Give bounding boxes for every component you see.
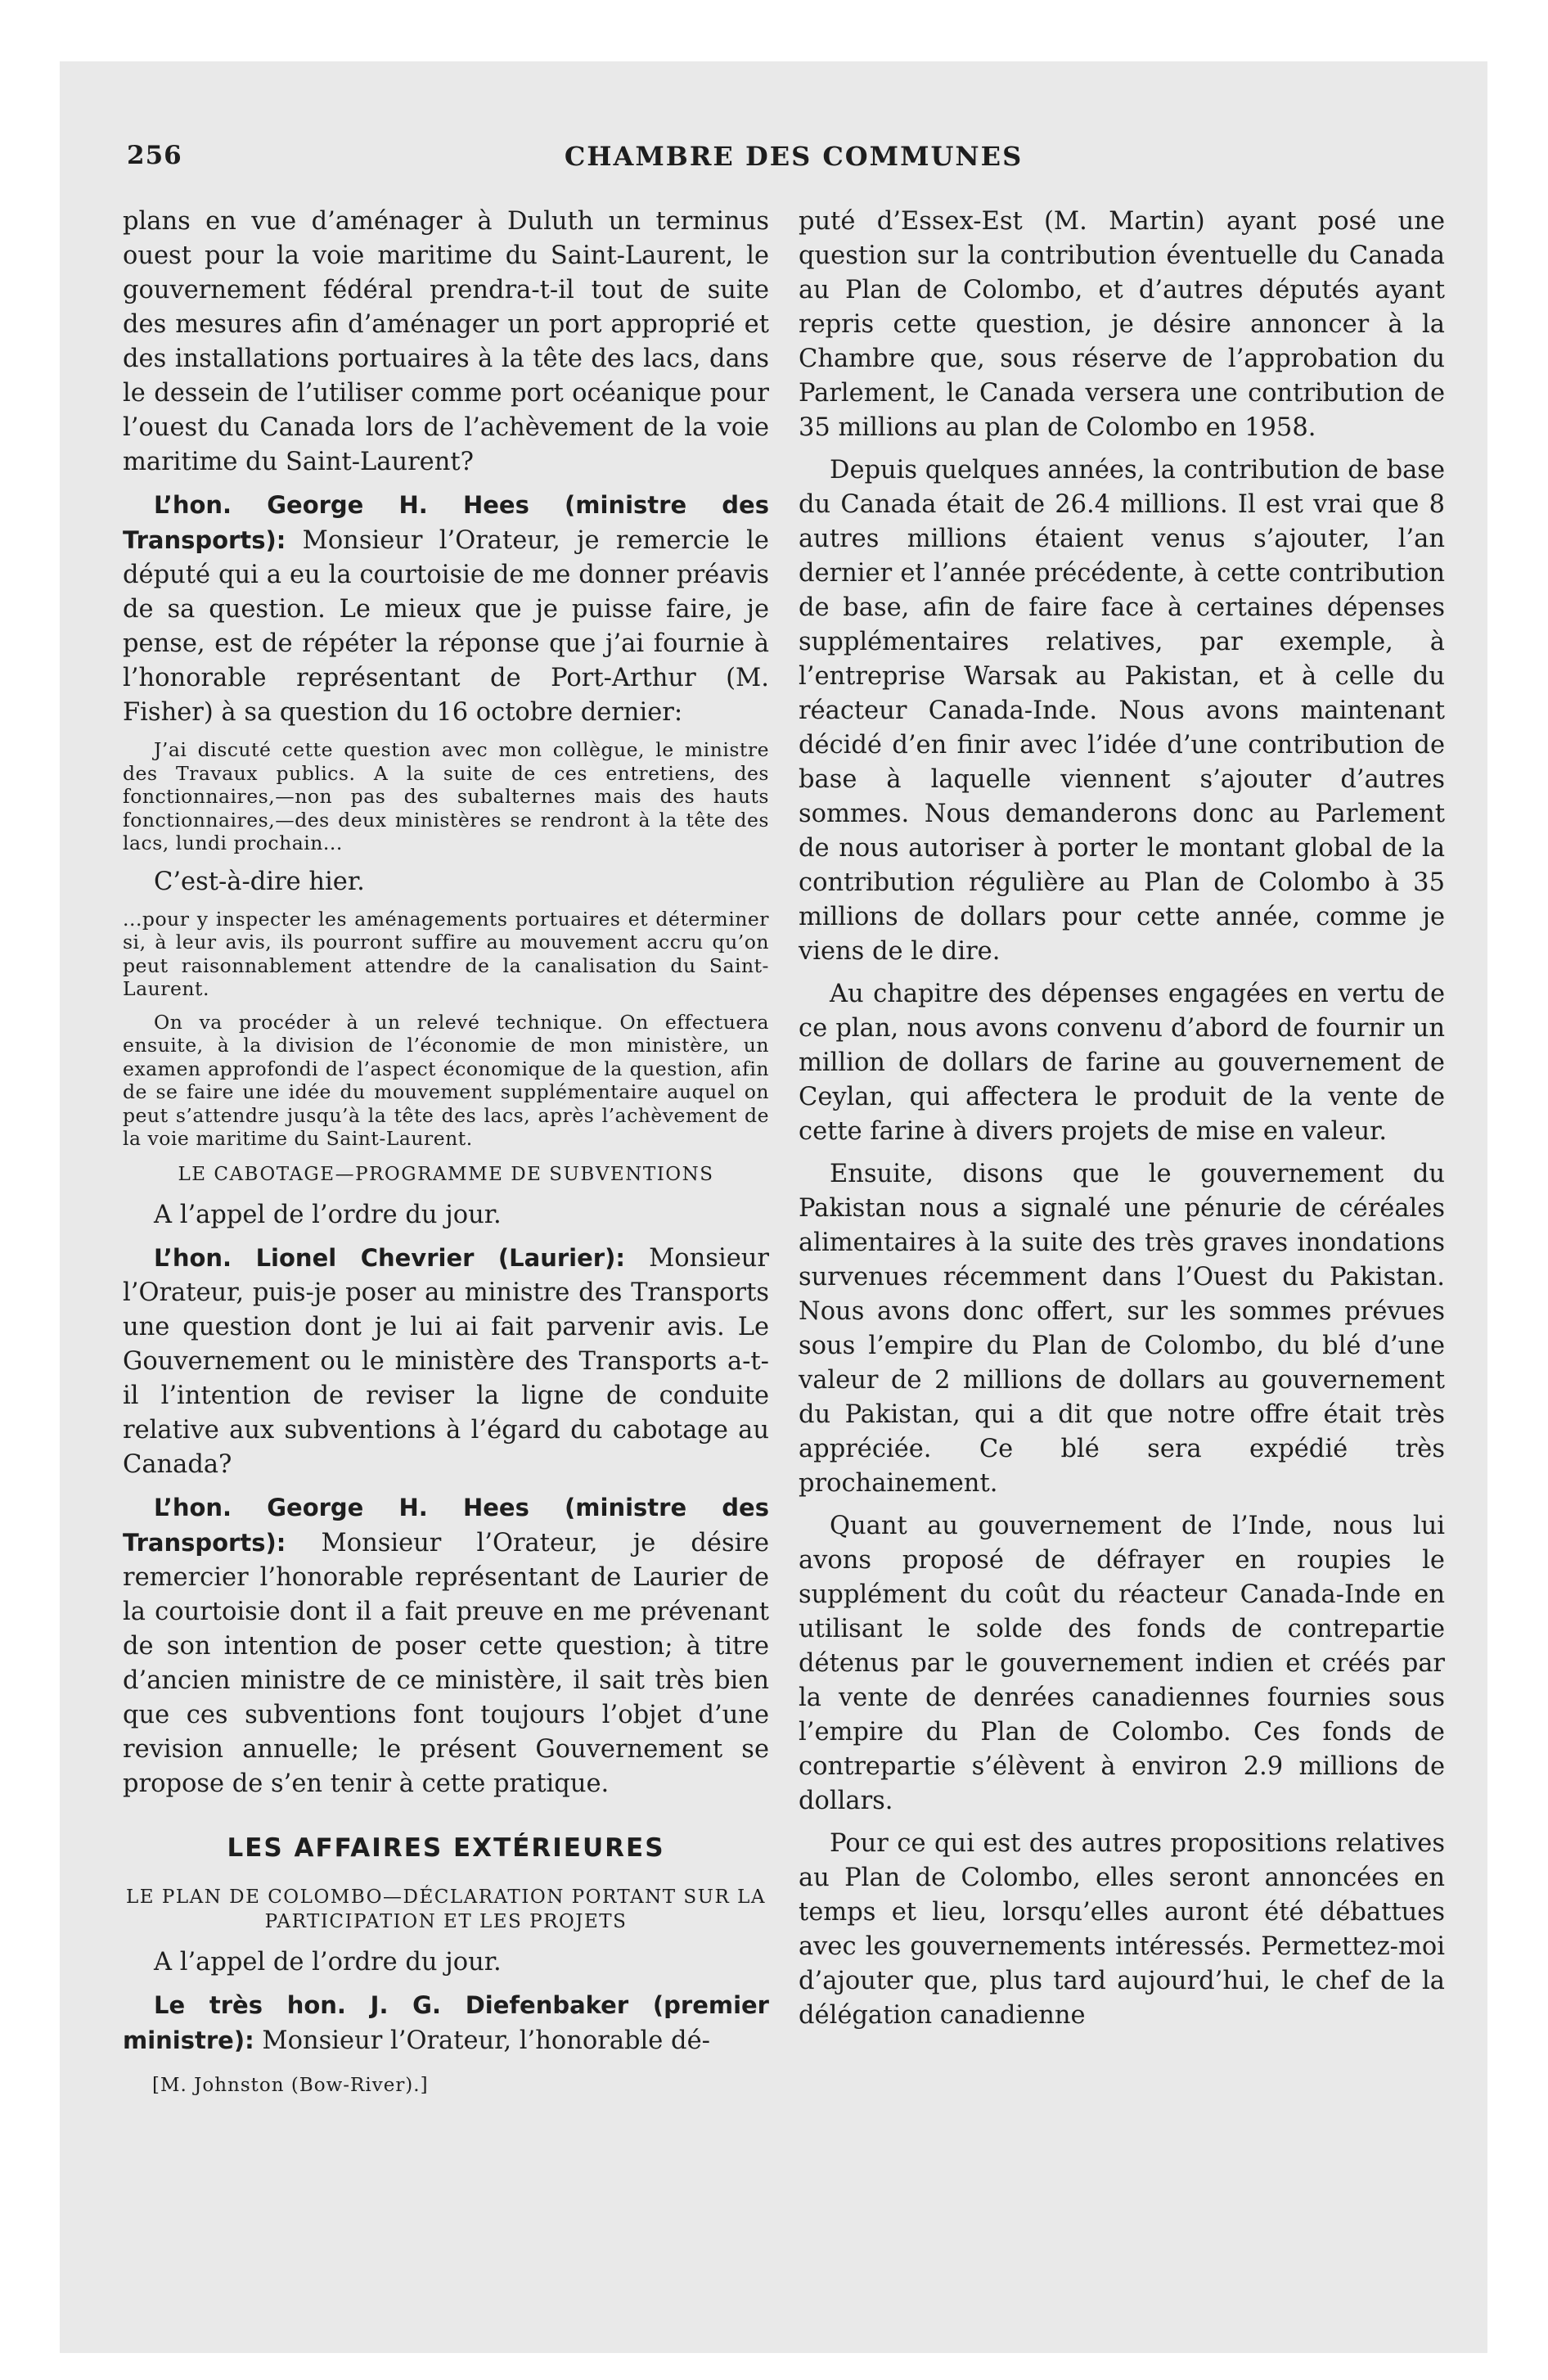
speech-paragraph [123, 1490, 769, 1801]
paragraph: Pour ce qui est des autres propositions relatives au Plan de Colombo, elles seront annoncées en temps et lieu, lorsqu’elles auront été débattues avec les gouvernements intéressés. Permettez-moi d’ajouter que, plus tard aujourd’hui, le chef de la délégation canadienne [799, 1829, 1445, 2030]
speaker-name: L’hon. George H. Hees (ministre des Transports): [123, 1493, 769, 1557]
speech-text: Monsieur l’Orateur, puis-je poser au ministre des Transports une question dont je lui ai fait parvenir avis. Le Gouvernement ou le ministère des Transports a-t-il l’intention de reviser la ligne de conduite relative aux subventions à l’égard du cabotage au Canada? [123, 1243, 769, 1479]
speech-text: Monsieur l’Orateur, je remercie le député qui a eu la courtoisie de me donner préavis de sa question. Le mieux que je puisse faire, je pense, est de répéter la réponse que j’ai fournie à l’honorable représentant de Port-Arthur (M. Fisher) à sa question du 16 octobre dernier: [123, 526, 769, 727]
speaker-name: Le très hon. J. G. Diefenbaker (premier ministre): [123, 1990, 769, 2054]
paragraph: puté d’Essex-Est (M. Martin) ayant posé une question sur la contribution éventuelle du Canada au Plan de Colombo, et d’autres députés ayant repris cette question, je désire annoncer à la Chambre que, sous réserve de l’approbation du Parlement, le Canada versera une contribution de 35 millions au plan de Colombo en 1958. [799, 207, 1445, 442]
speech-paragraph [123, 488, 769, 730]
paragraph: C’est-à-dire hier. [154, 867, 365, 896]
subheading: LE CABOTAGE—PROGRAMME DE SUBVENTIONS [178, 1163, 714, 1185]
speech-paragraph [123, 1988, 769, 2058]
quotation: J’ai discuté cette question avec mon collègue, le ministre des Travaux publics. A la suite de ces entretiens, des fonctionnaires,—non pas des subalternes mais des hauts fonctionnaires,—des deux ministères se rendront à la tête des lacs, lundi prochain... [123, 738, 769, 854]
speech-text: Monsieur l’Orateur, je désire remercier l’honorable représentant de Laurier de la courtoisie dont il a fait preuve en me prévenant de son intention de poser cette question; à titre d’ancien ministre de ce ministère, il sait très bien que ces subventions font toujours l’objet d’une revision annuelle; le présent Gouvernement se propose de s’en tenir à cette pratique. [123, 1528, 769, 1798]
quotation: ...pour y inspecter les aménagements portuaires et déterminer si, à leur avis, ils pourront suffire au mouvement accru qu’on peut raisonnablement attendre de la canalisation du Saint-Laurent. [123, 907, 769, 1000]
paragraph: A l’appel de l’ordre du jour. [154, 1200, 502, 1229]
section-title: LES AFFAIRES EXTÉRIEURES [227, 1832, 665, 1863]
subheading: LE PLAN DE COLOMBO—DÉCLARATION PORTANT SUR LA PARTICIPATION ET LES PROJETS [126, 1886, 766, 1932]
page-number: 256 [127, 141, 182, 170]
speaker-name: L’hon. Lionel Chevrier (Laurier): [154, 1243, 625, 1272]
paragraph: Quant au gouvernement de l’Inde, nous lui avons proposé de défrayer en roupies le supplément du coût du réacteur Canada-Inde en utilisant le solde des fonds de contrepartie détenus par le gouvernement indien et créés par la vente de denrées canadiennes fournies sous l’empire du Plan de Colombo. Ces fonds de contrepartie s’élèvent à environ 2.9 millions de dollars. [799, 1512, 1445, 1815]
paragraph: Ensuite, disons que le gouvernement du Pakistan nous a signalé une pénurie de céréales alimentaires à la suite des très graves inondations survenues récemment dans l’Ouest du Pakistan. Nous avons donc offert, sur les sommes prévues sous l’empire du Plan de Colombo, du blé d’une valeur de 2 millions de dollars au gouvernement du Pakistan, qui a dit que notre offre était très appréciée. Ce blé sera expédié très prochainement. [799, 1160, 1445, 1498]
running-head: CHAMBRE DES COMMUNES [564, 141, 1024, 172]
quotation: On va procéder à un relevé technique. On effectuera ensuite, à la division de l’économie de mon ministère, un examen approfondi de l’aspect économique de la question, afin de se faire une idée du mouvement supplémentaire auquel on peut s’attendre jusqu’à la tête des lacs, après l’achèvement de la voie maritime du Saint-Laurent. [123, 1010, 769, 1150]
paragraph: plans en vue d’aménager à Duluth un terminus ouest pour la voie maritime du Saint-Laurent, le gouvernement fédéral prendra-t-il tout de suite des mesures afin d’aménager un port approprié et des installations portuaires à la tête des lacs, dans le dessein de l’utiliser comme port océanique pour l’ouest du Canada lors de l’achèvement de la voie maritime du Saint-Laurent? [123, 207, 769, 476]
paragraph: Depuis quelques années, la contribution de base du Canada était de 26.4 millions. Il est vrai que 8 autres millions étaient venus s’ajouter, l’an dernier et l’année précédente, à cette contribution de base, afin de faire face à certaines dépenses supplémentaires relatives, par exemple, à l’entreprise Warsak au Pakistan, et à celle du réacteur Canada-Inde. Nous avons maintenant décidé d’en finir avec l’idée d’une contribution de base à laquelle viennent s’ajouter d’autres sommes. Nous demanderons donc au Parlement de nous autoriser à porter le montant global de la contribution régulière au Plan de Colombo à 35 millions de dollars pour cette année, comme je viens de le dire. [799, 456, 1445, 966]
speaker-footnote: [M. Johnston (Bow-River).] [152, 2074, 429, 2096]
speech-paragraph [123, 1241, 769, 1482]
speaker-name: L’hon. George H. Hees (ministre des Transports): [123, 491, 769, 554]
page-header [127, 141, 1460, 183]
paragraph: A l’appel de l’ordre du jour. [154, 1947, 502, 1977]
left-column [123, 205, 769, 2103]
right-column [799, 205, 1445, 2041]
speech-text: Monsieur l’Orateur, l’honorable dé- [254, 2026, 710, 2055]
paragraph: Au chapitre des dépenses engagées en vertu de ce plan, nous avons convenu d’abord de fournir un million de dollars de farine au gouvernement de Ceylan, qui affectera le produit de la vente de cette farine à divers projets de mise en valeur. [799, 980, 1445, 1146]
